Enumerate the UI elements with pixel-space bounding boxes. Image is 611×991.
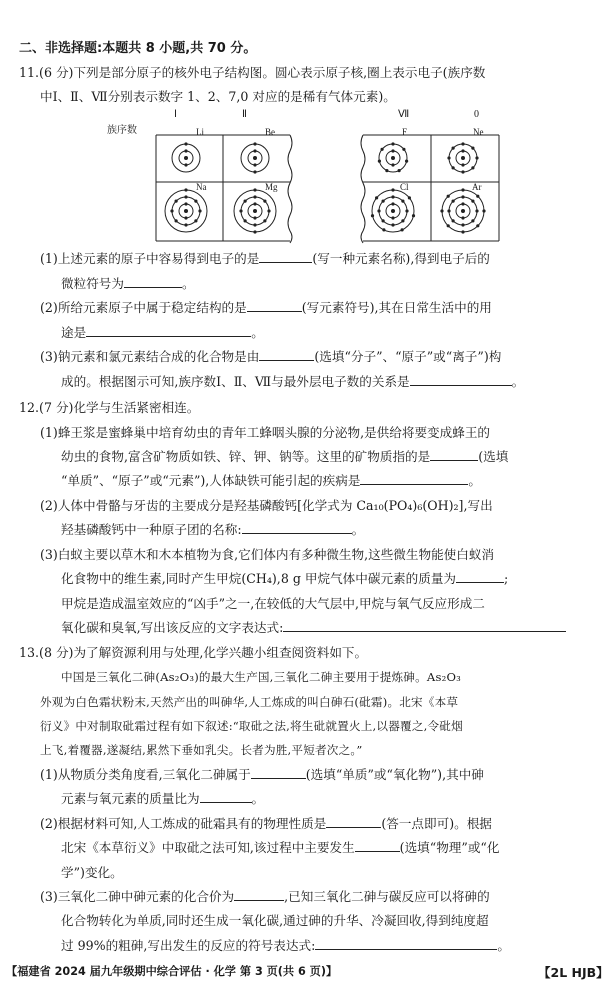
electron-dot (267, 209, 270, 212)
electron-dot (461, 142, 464, 145)
q12-p2-text-c: 。 (351, 522, 365, 537)
q13-p1-blank-1[interactable] (251, 766, 306, 779)
electron-dot (461, 163, 464, 166)
electron-dot (377, 209, 380, 212)
electron-dot (253, 195, 256, 198)
q13-intro: 13.(8 分)为了解资源利用与处理,化学兴趣小组查阅资料如下。 (19, 645, 368, 660)
element-f: F (402, 127, 408, 137)
q11-part3-line2 (61, 373, 524, 391)
electron-dot (382, 228, 385, 231)
q13-p1-blank-2[interactable] (200, 790, 252, 803)
electron-dot (263, 200, 266, 203)
q13-p3-text-d: 过 99%的粗砷,写出发生的反应的符号表达式: (61, 938, 316, 953)
group-label-0: 0 (474, 109, 479, 120)
q13-p1-text-a: (1)从物质分类角度看,三氧化二砷属于 (40, 767, 251, 782)
element-ne: Ne (473, 127, 484, 137)
electron-dot (391, 216, 394, 219)
q13-part3-line1 (40, 888, 490, 906)
element-mg: Mg (265, 182, 278, 192)
electron-dot (184, 202, 187, 205)
q11-p1-text-a: (1)上述元素的原子中容易得到电子的是 (40, 251, 260, 266)
q11-part3-line1 (40, 348, 501, 366)
q11-p2-blank-2[interactable] (86, 324, 251, 337)
q13-p1-text-b: (选填“单质”或“氧化物”),其中砷 (305, 767, 484, 782)
q11-part1-line2 (61, 275, 195, 293)
electron-dot (244, 200, 247, 203)
q11-p2-text-a: (2)所给元素原子中属于稳定结构的是 (40, 300, 247, 315)
electron-dot (198, 209, 201, 212)
electron-dot (452, 219, 455, 222)
q12-p1-blank-1[interactable] (430, 448, 478, 461)
electron-dot (253, 216, 256, 219)
footer-code: 【2L HJB】 (538, 965, 609, 980)
electron-dot (461, 202, 464, 205)
q13-part1-line2 (61, 790, 264, 808)
q12-part3-line2 (61, 570, 508, 588)
electron-dot (375, 196, 378, 199)
q13-quote-line1: 中国是三氧化二砷(As₂O₃)的最大生产国,三氧化二砷主要用于提炼砷。As₂O₃ (61, 670, 462, 684)
electron-dot (391, 163, 394, 166)
q11-p3-text-a: (3)钠元素和氯元素结合成的化合物是由 (40, 349, 260, 364)
q13-part3-line3 (61, 937, 510, 955)
electron-dot (398, 169, 401, 172)
element-be: Be (265, 127, 275, 137)
electron-dot (382, 219, 385, 222)
electron-dot (471, 219, 474, 222)
electron-dot (391, 223, 394, 226)
electron-dot (476, 195, 479, 198)
electron-dot (175, 200, 178, 203)
q13-part3-line2: 化合物转化为单质,同时还生成一氧化碳,通过砷的升华、冷凝回收,得到纯度超 (61, 913, 489, 928)
electron-dot (461, 195, 464, 198)
electron-dot (253, 170, 256, 173)
q11-p3-text-d: 。 (511, 374, 525, 389)
electron-dot (401, 200, 404, 203)
electron-dot (471, 147, 474, 150)
q13-quote-line3: 衍义》中对制取砒霜过程有如下叙述:“取砒之法,将生砒就置火上,以器覆之,令砒烟 (40, 719, 463, 733)
q12-p3-text-b: 化食物中的维生素,同时产生甲烷(CH₄),8 g 甲烷气体中碳元素的质量为 (61, 571, 457, 586)
q12-part1-line1: (1)蜂王浆是蜜蜂巢中培育幼虫的青年工蜂咽头腺的分泌物,是供给将要变成蜂王的 (40, 425, 491, 440)
q13-p2-text-d: (选填“物理”或“化 (399, 840, 500, 855)
electron-dot (253, 202, 256, 205)
q12-part3-line4 (61, 619, 566, 637)
q12-part3-line1: (3)白蚁主要以草木和木本植物为食,它们体内有多种微生物,这些微生物能使白蚁消 (40, 547, 495, 562)
electron-dot (447, 224, 450, 227)
electron-structure-diagram (100, 109, 500, 248)
q13-p2-text-a: (2)根据材料可知,人工炼成的砒霜具有的物理性质是 (40, 816, 327, 831)
electron-dot (447, 209, 450, 212)
electron-dot (194, 219, 197, 222)
electron-dot (482, 209, 485, 212)
electron-dot (408, 196, 411, 199)
q13-part1-line1 (40, 766, 484, 784)
group-label-7: Ⅶ (398, 109, 410, 120)
q12-part2-line2 (61, 521, 364, 539)
q12-p1-text-e: 。 (468, 473, 482, 488)
q11-p1-blank-1[interactable] (259, 250, 312, 263)
q12-p3-text-e: 氧化碳和臭氧,写出该反应的文字表达式: (61, 620, 284, 635)
electron-dot (452, 147, 455, 150)
electron-dot (452, 200, 455, 203)
electron-dot (391, 188, 394, 191)
q13-p2-blank-1[interactable] (326, 815, 381, 828)
electron-dot (461, 170, 464, 173)
group-label-1: Ⅰ (174, 109, 177, 120)
electron-dot (391, 195, 394, 198)
electron-dot (253, 142, 256, 145)
electron-dot (447, 195, 450, 198)
q11-part2-line2 (61, 324, 264, 342)
q11-intro-line1: 11.(6 分)下列是部分原子的核外电子结构图。圆心表示原子核,圈上表示电子(族序数 (19, 65, 486, 80)
electron-dot (391, 142, 394, 145)
electron-dot (401, 228, 404, 231)
electron-dot (405, 209, 408, 212)
electron-dot (440, 209, 443, 212)
electron-dot (184, 188, 187, 191)
electron-dot (447, 156, 450, 159)
q13-part2-line2 (61, 839, 499, 857)
q11-p3-blank-2[interactable] (410, 373, 512, 386)
q13-p2-blank-2[interactable] (355, 839, 400, 852)
electron-dot (471, 200, 474, 203)
q13-quote-line2: 外观为白色霜状粉末,天然产出的叫砷华,人工炼成的叫白砷石(砒霜)。北宋《本草 (40, 695, 459, 709)
diagram-svg (100, 113, 500, 248)
q12-intro: 12.(7 分)化学与生活紧密相连。 (19, 400, 200, 415)
electron-dot (184, 223, 187, 226)
footer-info: 【福建省 2024 届九年级期中综合评估 · 化学 第 3 页(共 6 页)】 (6, 965, 338, 978)
electron-dot (461, 149, 464, 152)
electron-dot (194, 200, 197, 203)
electron-dot (405, 160, 408, 163)
electron-dot (175, 219, 178, 222)
electron-dot (184, 142, 187, 145)
electron-dot (461, 188, 464, 191)
q13-p3-blank-2[interactable] (315, 937, 497, 950)
q11-p2-text-c: 途是 (61, 325, 87, 340)
electron-dot (184, 216, 187, 219)
q11-intro-line2: 中Ⅰ、Ⅱ、Ⅶ分别表示数字 1、2、7,0 对应的是稀有气体元素)。 (40, 89, 396, 104)
q11-p1-text-b: (写一种元素名称),得到电子后的 (312, 251, 490, 266)
q13-p3-text-e: 。 (497, 938, 510, 953)
electron-dot (391, 202, 394, 205)
electron-dot (378, 160, 381, 163)
q13-part2-line1 (40, 815, 492, 833)
q13-p3-text-b: ,已知三氧化二砷与碳反应可以将砷的 (284, 889, 490, 904)
element-li: Li (196, 127, 204, 137)
q13-p2-text-b: (答一点即可)。根据 (381, 816, 492, 831)
q12-p3-blank-1[interactable] (456, 570, 504, 583)
q12-part1-line2 (61, 448, 508, 466)
electron-dot (184, 195, 187, 198)
q11-p3-text-b: (选填“分子”、“原子”或“离子”)构 (314, 349, 502, 364)
q11-p1-text-c: 微粒符号为 (61, 276, 124, 291)
element-ar: Ar (472, 182, 482, 192)
q11-p3-text-c: 成的。根据图示可知,族序数Ⅰ、Ⅱ、Ⅶ与最外层电子数的关系是 (61, 374, 410, 389)
electron-dot (461, 223, 464, 226)
electron-dot (253, 163, 256, 166)
q13-p2-text-c: 北宋《本草衍义》中取砒之法可知,该过程中主要发生 (61, 840, 355, 855)
electron-dot (253, 188, 256, 191)
q12-part2-line1: (2)人体中骨骼与牙齿的主要成分是羟基磷酸钙[化学式为 Ca₁₀(PO₄)₆(OH)₂],写出 (40, 498, 493, 513)
electron-dot (381, 148, 384, 151)
electron-dot (239, 209, 242, 212)
electron-dot (471, 166, 474, 169)
electron-dot (461, 230, 464, 233)
q11-p1-blank-2[interactable] (124, 275, 182, 288)
q13-quote-line4: 上飞,着覆器,遂凝结,累然下垂如乳尖。长者为胜,平短者次之。” (40, 743, 363, 757)
electron-dot (184, 149, 187, 152)
q12-p3-blank-2[interactable] (283, 619, 566, 632)
q12-part3-line3: 甲烷是造成温室效应的“凶手”之一,在较低的大气层中,甲烷与氧气反应形成二 (61, 596, 485, 611)
q11-p2-blank-1[interactable] (247, 299, 302, 312)
element-cl: Cl (400, 182, 409, 192)
q12-p2-blank[interactable] (242, 521, 352, 534)
electron-dot (452, 166, 455, 169)
electron-dot (263, 219, 266, 222)
q12-p1-text-b: 幼虫的食物,富含矿物质如铁、锌、钾、钠等。这里的矿物质指的是 (61, 449, 431, 464)
electron-dot (476, 224, 479, 227)
group-label-2: Ⅱ (242, 109, 247, 120)
q11-part1-line1 (40, 250, 490, 268)
q12-p3-text-c: ; (504, 571, 509, 586)
q13-p1-text-d: 。 (251, 791, 265, 806)
electron-dot (253, 149, 256, 152)
q12-part1-line3 (61, 472, 481, 490)
q12-p1-text-d: “单质”、“原子”或“元素”),人体缺铁可能引起的疾病是 (61, 473, 361, 488)
electron-dot (385, 169, 388, 172)
q13-p3-blank-1[interactable] (234, 888, 284, 901)
electron-dot (371, 214, 374, 217)
diagram-row-label: 族序数 (107, 125, 137, 136)
q11-p1-text-d: 。 (181, 276, 195, 291)
electron-dot (382, 200, 385, 203)
electron-dot (253, 230, 256, 233)
q13-part2-line3: 学”)变化。 (61, 865, 123, 880)
electron-dot (244, 219, 247, 222)
electron-dot (412, 214, 415, 217)
electron-dot (475, 209, 478, 212)
q12-p1-text-c: (选填 (478, 449, 509, 464)
electron-dot (402, 148, 405, 151)
element-na: Na (196, 182, 207, 192)
electron-dot (475, 156, 478, 159)
q11-p2-text-b: (写元素符号),其在日常生活中的用 (301, 300, 492, 315)
q13-p1-text-c: 元素与氧元素的质量比为 (61, 791, 200, 806)
q11-p3-blank-1[interactable] (259, 348, 314, 361)
electron-dot (170, 209, 173, 212)
q13-p3-text-a: (3)三氧化二砷中砷元素的化合价为 (40, 889, 235, 904)
q12-p2-text-b: 羟基磷酸钙中一种原子团的名称: (61, 522, 242, 537)
section-header: 二、非选择题:本题共 8 小题,共 70 分。 (19, 41, 257, 56)
q12-p1-blank-2[interactable] (360, 472, 468, 485)
electron-dot (184, 163, 187, 166)
electron-dot (391, 149, 394, 152)
electron-dot (401, 219, 404, 222)
electron-dot (461, 216, 464, 219)
q11-part2-line1 (40, 299, 492, 317)
electron-dot (253, 223, 256, 226)
q11-p2-text-d: 。 (251, 325, 264, 340)
